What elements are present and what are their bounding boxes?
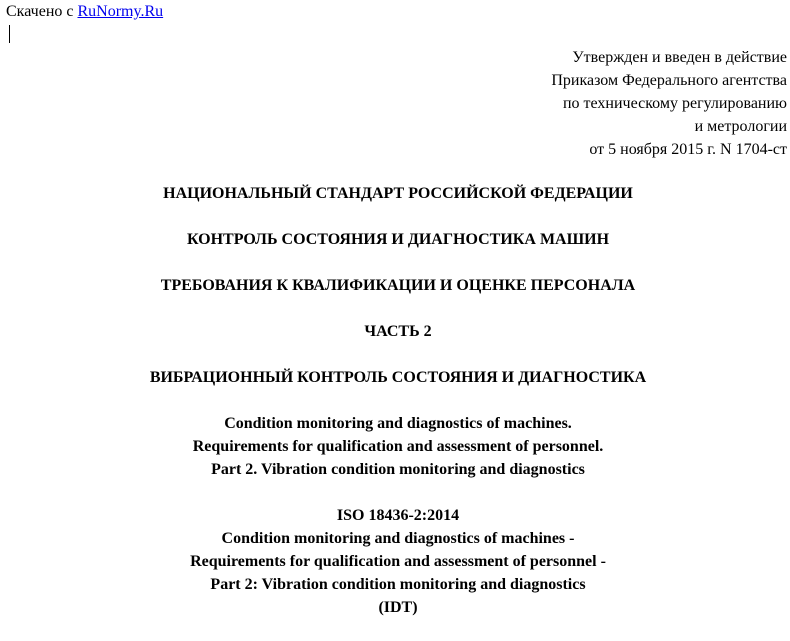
iso-title-line: Condition monitoring and diagnostics of machines - (221, 530, 575, 547)
part-title-heading: ВИБРАЦИОННЫЙ КОНТРОЛЬ СОСТОЯНИЯ И ДИАГНОСТИКА (149, 369, 647, 386)
approval-line: по техническому регулированию (562, 95, 787, 112)
approval-line: Утвержден и введен в действие (572, 49, 787, 66)
iso-reference-block (0, 504, 790, 619)
part-heading: ЧАСТЬ 2 (364, 323, 432, 340)
approval-block (551, 46, 787, 161)
downloaded-from-text: Скачено с (6, 3, 78, 20)
iso-title-line: Part 2: Vibration condition monitoring and diagnostics (210, 576, 586, 593)
english-title-block (0, 412, 790, 481)
download-source-line (6, 2, 163, 22)
iso-title-line: Requirements for qualification and assessment of personnel - (190, 553, 606, 570)
english-title-line: Requirements for qualification and assessment of personnel. (192, 438, 604, 455)
text-cursor (9, 25, 10, 43)
main-title-heading: КОНТРОЛЬ СОСТОЯНИЯ И ДИАГНОСТИКА МАШИН (186, 231, 610, 248)
runormy-link[interactable]: RuNormy.Ru (77, 3, 164, 20)
standard-type-heading: НАЦИОНАЛЬНЫЙ СТАНДАРТ РОССИЙСКОЙ ФЕДЕРАЦИИ (163, 185, 633, 202)
english-title-line: Part 2. Vibration condition monitoring and diagnostics (211, 461, 585, 478)
iso-code: ISO 18436-2:2014 (336, 507, 460, 524)
approval-line: Приказом Федерального агентства (551, 72, 787, 89)
subtitle-heading: ТРЕБОВАНИЯ К КВАЛИФИКАЦИИ И ОЦЕНКЕ ПЕРСОНАЛА (160, 277, 636, 294)
iso-equivalence: (IDT) (378, 599, 418, 616)
approval-line: и метрологии (694, 118, 787, 135)
english-title-line: Condition monitoring and diagnostics of machines. (224, 415, 572, 432)
approval-line: от 5 ноября 2015 г. N 1704-ст (589, 141, 787, 158)
